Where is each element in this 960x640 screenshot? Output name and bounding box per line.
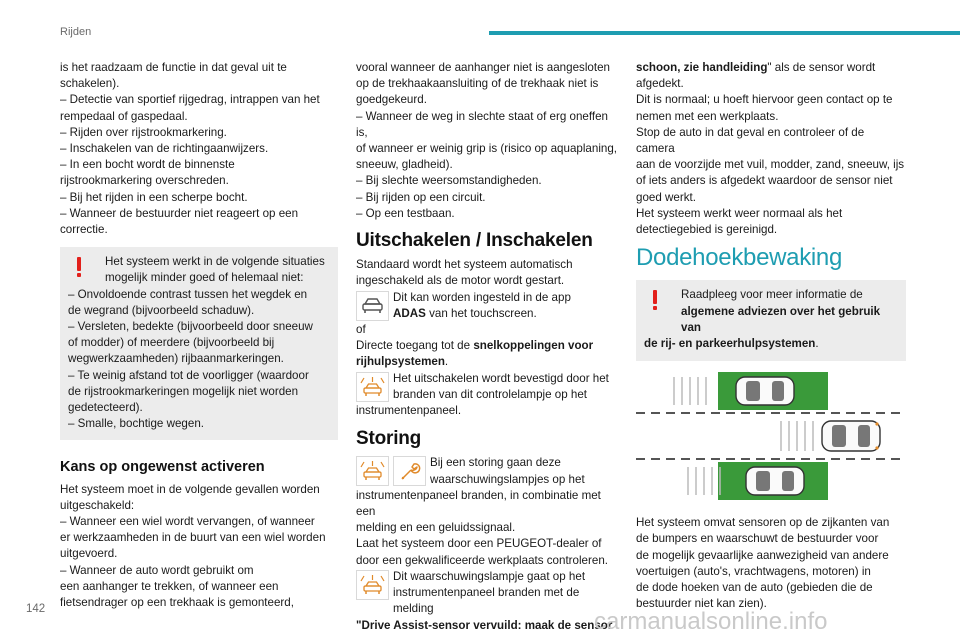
page-number: 142: [26, 603, 46, 615]
lane-assist-lamp-icon: [356, 372, 389, 402]
lane-assist-warning-icon: [356, 456, 389, 486]
list-item: – Bij slechte weersomstandigheden.: [356, 174, 542, 188]
text-line: op de trekhaakaansluiting of de trekhaak niet is: [356, 77, 599, 91]
adas-bold: ADAS: [393, 306, 426, 320]
text-line: Bij een storing gaan deze: [430, 456, 561, 470]
text-line: schakelen).: [60, 77, 120, 91]
text-line: afgedekt.: [636, 77, 684, 91]
list-item: – In een bocht wordt de binnenste: [60, 158, 235, 172]
warning-line: Raadpleeg voor meer informatie de: [681, 288, 863, 302]
list-item: sneeuw, gladheid).: [356, 158, 453, 172]
list-item: of wanneer er weinig grip is (risico op aquaplaning,: [356, 142, 618, 156]
warning-line: de rijstrookmarkeringen mogelijk niet worden: [68, 384, 299, 398]
text-line: instrumentenpaneel branden met de melding: [393, 586, 580, 616]
text-line: [356, 354, 618, 370]
text-line: vooral wanneer de aanhanger niet is aangesloten: [356, 61, 610, 74]
text-line: Laat het systeem door een PEUGEOT-dealer of: [356, 537, 602, 551]
warning-line: [644, 336, 898, 352]
motion-lines-top: [674, 377, 706, 405]
warning-line: wegwerkzaamheden) rijbaanmarkeringen.: [68, 352, 284, 366]
bold-fragment: schoon, zie handleiding: [636, 61, 768, 74]
car-app-icon: [356, 291, 389, 321]
column-3: [636, 60, 906, 612]
text-line: Het systeem moet in de volgende gevallen worden: [60, 482, 320, 496]
text-line: [356, 338, 618, 354]
header-section-title: Rijden: [60, 26, 92, 38]
text-line: goedgekeurd.: [356, 93, 427, 107]
subheading-unwanted-activation: Kans op ongewenst activeren: [60, 459, 265, 476]
text-line: is het raadzaam de functie in dat geval uit te: [60, 61, 287, 74]
text-line: [356, 618, 618, 634]
text-line: Het uitschakelen wordt bevestigd door het: [393, 371, 609, 385]
warning-line: Het systeem werkt in de volgende situaties: [105, 255, 325, 269]
text-line: Dit kan worden ingesteld in de app: [393, 290, 571, 304]
text-line: uitgeschakeld:: [60, 498, 135, 512]
text-fragment: van het touchscreen.: [425, 306, 537, 320]
malfunction-lamps-row: [356, 455, 618, 487]
blind-spot-diagram: [636, 369, 902, 509]
warning-line: de wegrand (bijvoorbeeld schaduw).: [68, 303, 255, 317]
warning-line: of modder) of meerdere (bijvoorbeeld bij: [68, 336, 275, 350]
vehicle-bottom: [746, 467, 804, 495]
warning-line: [644, 304, 898, 336]
warning-line: – Te weinig afstand tot de voorligger (waardoor: [68, 368, 309, 382]
text-line: fietsendrager op een trekhaak is gemonteerd,: [60, 596, 294, 610]
list-item: correctie.: [60, 223, 108, 237]
ego-vehicle: [822, 421, 880, 451]
text-fragment: .: [444, 355, 449, 369]
heading-deactivate-activate: Uitschakelen / Inschakelen: [356, 230, 593, 252]
text-line: Standaard wordt het systeem automatisch: [356, 258, 573, 272]
sensor-dirty-lamp-row: [356, 569, 618, 618]
list-item: – Wanneer de weg in slechte staat of erg oneffen is,: [356, 109, 609, 139]
warning-line: – Onvoldoende contrast tussen het wegdek en: [68, 287, 308, 301]
text-fragment: " als de sensor wordt: [767, 61, 876, 74]
bold-fragment: rijhulpsystemen: [356, 355, 445, 369]
column-2: [356, 60, 618, 634]
warning-exclamation-icon: [650, 290, 660, 312]
warning-line: – Smalle, bochtige wegen.: [68, 417, 204, 431]
warning-line: gedetecteerd).: [68, 401, 143, 415]
text-line: er werkzaamheden in de buurt van een wiel worden: [60, 531, 326, 545]
text-line: voertuigen (auto's, vrachtwagens, motoren) in: [636, 564, 871, 578]
list-item: – Bij rijden op een circuit.: [356, 190, 486, 204]
text-line: branden van dit controlelampje op het: [393, 387, 588, 401]
bold-fragment: algemene adviezen over het gebruik van: [681, 304, 881, 334]
list-item: – Rijden over rijstrookmarkering.: [60, 125, 227, 139]
watermark: carmanualsonline.info: [594, 608, 828, 635]
warning-line: – Versleten, bedekte (bijvoorbeeld door sneeuw: [68, 320, 313, 334]
text-line: [636, 60, 906, 76]
list-item: – Bij het rijden in een scherpe bocht.: [60, 190, 248, 204]
text-line: Het systeem omvat sensoren op de zijkanten van: [636, 516, 890, 530]
warning-box: [636, 280, 906, 361]
bold-fragment: snelkoppelingen voor: [473, 339, 594, 353]
header-accent-bar: [489, 31, 960, 35]
bold-fragment: de rij- en parkeerhulpsystemen: [644, 337, 816, 351]
list-item: rempedaal of gaspedaal.: [60, 109, 188, 123]
text-line: – Wanneer de auto wordt gebruikt om: [60, 563, 254, 577]
text-fragment: .: [815, 337, 819, 351]
text-line: instrumentenpaneel.: [356, 404, 462, 418]
list-item: – Op een testbaan.: [356, 206, 455, 220]
list-item: – Inschakelen van de richtingaanwijzers.: [60, 142, 269, 156]
text-line: of iets anders is afgedekt waardoor de sensor niet: [636, 174, 893, 188]
text-fragment: Directe toegang tot de: [356, 339, 474, 353]
text-line: melding en een geluidssignaal.: [356, 521, 516, 535]
text-line: Het systeem werkt weer normaal als het: [636, 206, 843, 220]
text-line: instrumentenpaneel branden, in combinatie met een: [356, 488, 601, 519]
text-line: uitgevoerd.: [60, 547, 118, 561]
warning-line: mogelijk minder goed of helemaal niet:: [105, 271, 304, 285]
text-line: bestuurder niet kan zien).: [636, 597, 767, 611]
motion-lines-middle: [781, 421, 813, 451]
heading-blind-spot-monitoring: Dodehoekbewaking: [636, 244, 843, 272]
blind-spot-illustration: [636, 369, 902, 509]
text-line: de mogelijk gevaarlijke aanwezigheid van andere: [636, 548, 889, 562]
bold-fragment: "Drive Assist-sensor vervuild: maak de sensor: [356, 618, 613, 632]
text-line: [393, 306, 618, 322]
text-line: aan de voorzijde met vuil, modder, zand, sneeuw, ijs: [636, 158, 905, 172]
text-line: Dit is normaal; u hoeft hiervoor geen contact op te: [636, 93, 893, 107]
text-line: waarschuwingslampjes op het: [430, 472, 585, 486]
blind-spot-description: [636, 515, 906, 612]
text-line: nemen met een werkplaats.: [636, 109, 779, 123]
list-item: rijstrookmarkering overschreden.: [60, 174, 229, 188]
lane-assist-warning-icon: [356, 570, 389, 600]
text-line: detectiegebied is gereinigd.: [636, 223, 778, 237]
text-line: door een gekwalificeerde werkplaats controleren.: [356, 553, 608, 567]
warning-box: [60, 247, 338, 440]
text-line: de bumpers en waarschuwt de bestuurder voor: [636, 532, 879, 546]
wrench-icon: [393, 456, 426, 486]
list-item: – Wanneer de bestuurder niet reageert op een: [60, 206, 299, 220]
vehicle-top: [736, 377, 794, 405]
text-line: goed werkt.: [636, 190, 696, 204]
motion-lines-bottom: [688, 467, 720, 495]
adas-app-row: [356, 290, 618, 322]
deactivation-lamp-row: [356, 371, 618, 403]
heading-malfunction: Storing: [356, 428, 422, 450]
text-line: de dode hoeken van de auto (gebieden die de: [636, 581, 873, 595]
text-line: Dit waarschuwingslampje gaat op het: [393, 569, 586, 583]
text-line: een aanhanger te trekken, of wanneer een: [60, 579, 279, 593]
text-line: – Wanneer een wiel wordt vervangen, of wanneer: [60, 515, 315, 529]
column-1: [60, 60, 338, 611]
warning-exclamation-icon: [74, 257, 84, 279]
text-line: Stop de auto in dat geval en controleer of de camera: [636, 125, 865, 156]
text-line: of: [356, 323, 366, 337]
list-item: – Detectie van sportief rijgedrag, intrappen van het: [60, 93, 320, 107]
text-line: ingeschakeld als de motor wordt gestart.: [356, 274, 565, 288]
